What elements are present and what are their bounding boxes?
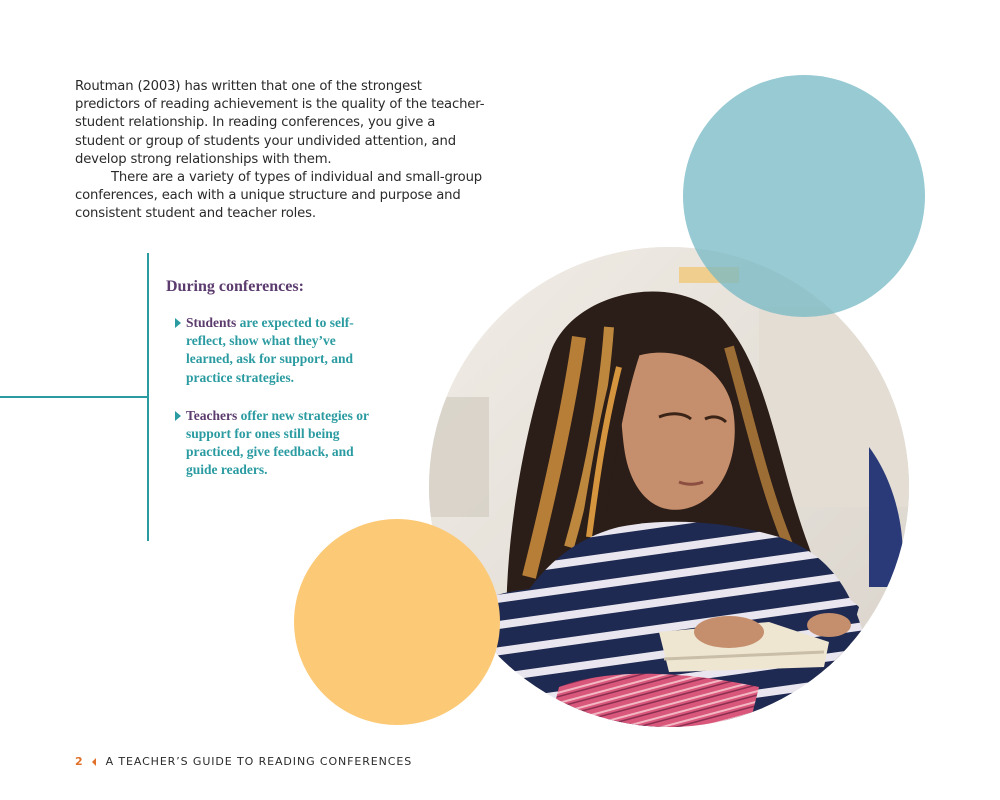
list-item-students xyxy=(166,314,376,387)
callout-text: offer new strategies or support for ones still being practiced, give feedback, and guide readers. xyxy=(186,407,369,478)
callout-term: Teachers xyxy=(186,407,238,423)
left-arrow-icon xyxy=(92,758,96,766)
conference-roles-callout xyxy=(166,278,376,500)
book-title: A TEACHER’S GUIDE TO READING CONFERENCES xyxy=(105,755,413,768)
intro-paragraph-2: There are a variety of types of individual and small-group conferences, each with a unique structure and purpose and consistent student and teacher roles. xyxy=(75,170,483,222)
page-number: 2 xyxy=(75,755,84,768)
sidebar-horizontal-rule xyxy=(0,396,148,398)
student-reading-photo xyxy=(429,247,909,727)
callout-list xyxy=(166,314,376,480)
triangle-bullet-icon xyxy=(175,411,181,421)
callout-term: Students xyxy=(186,315,237,330)
intro-text xyxy=(75,78,485,224)
decorative-blue-circle xyxy=(683,75,925,317)
list-item-teachers xyxy=(166,407,376,480)
triangle-bullet-icon xyxy=(175,318,181,328)
callout-heading: During conferences: xyxy=(166,278,304,295)
callout-text: are expected to self-reflect, show what they’ve learned, ask for support, and practice strategies. xyxy=(186,315,354,385)
student-reading-illustration xyxy=(429,247,909,727)
decorative-yellow-circle xyxy=(294,519,500,725)
intro-paragraph-1: Routman (2003) has written that one of the strongest predictors of reading achievement is the quality of the teacher-student relationship. In reading conferences, you give a student or group of students your undivided attention, and develop strong relationships with them. xyxy=(75,79,485,167)
page-footer xyxy=(75,755,412,768)
